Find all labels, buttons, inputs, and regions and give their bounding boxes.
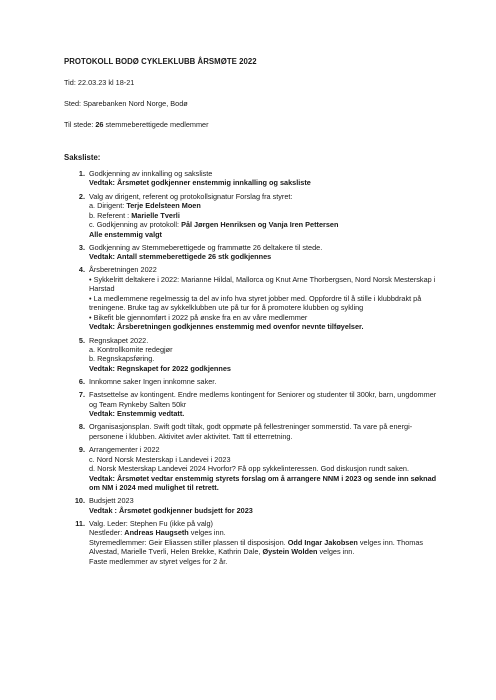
item-decision: Vedtak: Årsmøtet vedtar enstemmig styrets forslag om å arrangere NNM i 2023 og sende inn søknad om NM i 2024 med mulighet til retrett.	[89, 473, 437, 493]
item-text: Godkjenning av innkalling og saksliste	[89, 169, 213, 178]
item-number: 11.	[75, 518, 85, 528]
agenda-item-9	[64, 445, 444, 492]
item-decision: Vedtak : Årsmøtet godkjenner budsjett for 2023	[89, 505, 253, 515]
item-decision: Vedtak: Årsberetningen godkjennes enstemmig med ovenfor nevnte tilføyelser.	[89, 322, 364, 332]
referent-line	[89, 211, 444, 220]
protokoll-label: c. Godkjenning av protokoll:	[89, 220, 182, 230]
item-text: Fastsettelse av kontingent. Endre medlems kontingent for Seniorer og studenter til 300kr, barn, ungdommer og Team Rynkeby Salten 50kr	[89, 390, 437, 409]
agenda-item-5	[64, 336, 444, 374]
styremedlemmer-line	[89, 538, 444, 557]
styre-text: velges inn.	[317, 547, 355, 557]
item-text: Organisasjonsplan. Swift godt tiltak, godt oppmøte på fellestreninger sommerstid. Ta vare på energi-personene i klubben. Aktivitet avler aktivitet. Tatt til etterretning.	[89, 422, 413, 441]
item-text: Godkjenning av Stemmeberettigede og frammøtte 26 deltakere til stede.	[89, 242, 323, 252]
attendance-count: 26	[95, 120, 104, 129]
saksliste-heading: Saksliste:	[64, 153, 101, 162]
item-number: 10.	[74, 496, 85, 506]
referent-label: b. Referent :	[89, 210, 132, 220]
item-number: 3.	[78, 242, 85, 252]
item-number: 6.	[78, 377, 85, 387]
nestleder-name: Andreas Haugseth	[124, 528, 189, 538]
item-decision: Vedtak: Årsmøtet godkjenner enstemmig innkalling og saksliste	[89, 178, 311, 188]
agenda-item-6	[64, 377, 444, 386]
document-title: PROTOKOLL BODØ CYKLEKLUBB ÅRSMØTE 2022	[64, 57, 257, 66]
item-text: Regnskapet 2022.	[89, 335, 149, 345]
agenda-item-7	[64, 390, 444, 418]
agenda-list	[64, 169, 444, 570]
item-text: Budsjett 2023	[89, 496, 134, 506]
protokoll-line	[89, 220, 444, 229]
item-number: 9.	[78, 445, 85, 455]
agenda-item-10	[64, 496, 444, 515]
styre-name-bold: Odd Ingar Jakobsen	[287, 537, 358, 547]
item-number: 7.	[78, 390, 85, 400]
dirigent-label: a. Dirigent:	[89, 201, 127, 211]
item-text: Arrangementer i 2022	[89, 445, 160, 455]
item-number: 2.	[78, 191, 85, 201]
agenda-item-3	[64, 243, 444, 262]
bullet-text: • Bikefit ble gjennomført i 2022 på ønske fra en av våre medlemmer	[89, 312, 308, 322]
item-decision: Alle enstemmig valgt	[89, 229, 162, 239]
item-text: Årsberetningen 2022	[89, 265, 157, 275]
agenda-item-8	[64, 422, 444, 441]
attendance-prefix: Til stede:	[64, 120, 96, 129]
dirigent-line	[89, 201, 444, 210]
bullet-text: • La medlemmene regelmessig ta del av info hva styret jobber med. Oppfordre til å stille i klubbdrakt på treningene. Bruke tag av sykkelklubben ute på tur for å promotere klubben og sykling	[89, 293, 422, 313]
attendance	[64, 120, 209, 129]
sub-item: a. Kontrollkomite redegjør	[89, 344, 173, 354]
agenda-item-1	[64, 169, 444, 188]
referent-name: Marielle Tverli	[131, 210, 180, 220]
styre-text: velges inn. Thomas Alvestad, Marielle Tverli, Helen Brekke, Kathrin Dale,	[89, 537, 424, 557]
dirigent-name: Terje Edelsteen Moen	[126, 201, 201, 211]
nestleder-suffix: velges inn.	[188, 528, 226, 538]
meeting-time: Tid: 22.03.23 kl 18-21	[64, 78, 135, 87]
agenda-item-2	[64, 192, 444, 239]
attendance-suffix: stemmeberettigede medlemmer	[103, 120, 209, 129]
item-text: Faste medlemmer av styret velges for 2 år.	[89, 556, 228, 566]
sub-item: d. Norsk Mesterskap Landevei 2024 Hvorfor? Få opp sykkelinteressen. God diskusjon rundt saken.	[89, 464, 410, 474]
sub-item: c. Nord Norsk Mesterskap i Landevei i 2023	[89, 454, 231, 464]
item-text: Valg av dirigent, referent og protokollsignatur Forslag fra styret:	[89, 191, 293, 201]
styre-name-bold: Øystein Wolden	[262, 547, 318, 557]
item-number: 1.	[78, 169, 85, 178]
styre-text: Styremedlemmer: Geir Eliassen stiller plassen til disposisjon.	[89, 537, 288, 547]
item-number: 5.	[78, 335, 85, 345]
nestleder-line	[89, 528, 444, 537]
item-text: Innkomne saker Ingen innkomne saker.	[89, 377, 217, 387]
item-number: 8.	[78, 422, 85, 432]
agenda-item-11	[64, 519, 444, 566]
protokoll-names: Pål Jørgen Henriksen og Vanja Iren Pettersen	[181, 220, 339, 230]
item-decision: Vedtak: Enstemmig vedtatt.	[89, 409, 185, 419]
item-decision: Vedtak: Antall stemmeberettigede 26 stk godkjennes	[89, 252, 272, 262]
item-text: Valg. Leder: Stephen Fu (ikke på valg)	[89, 518, 213, 528]
item-decision: Vedtak: Regnskapet for 2022 godkjennes	[89, 363, 231, 373]
nestleder-label: Nestleder:	[89, 528, 125, 538]
agenda-item-4	[64, 265, 444, 331]
sub-item: b. Regnskapsføring.	[89, 354, 155, 364]
meeting-place: Sted: Sparebanken Nord Norge, Bodø	[64, 99, 188, 108]
bullet-text: • Sykkelritt deltakere i 2022: Marianne Hildal, Mallorca og Knut Arne Thorbergsen, Nord Norsk Mesterskap i Harstad	[89, 274, 436, 294]
item-number: 4.	[78, 265, 85, 275]
